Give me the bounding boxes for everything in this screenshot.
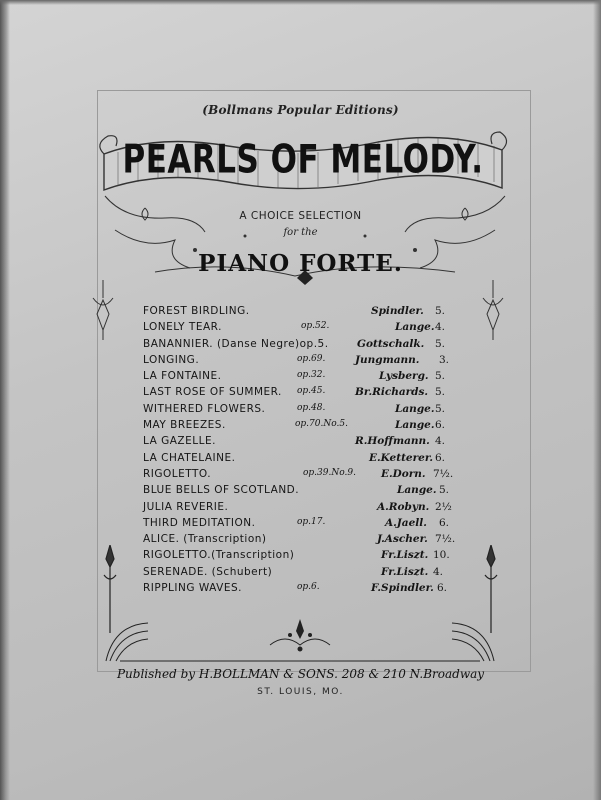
piece-composer: Fr.Liszt. [381, 549, 429, 562]
list-item [143, 354, 463, 370]
piece-title: RIGOLETTO.(Transcription) [143, 549, 295, 562]
piece-composer: F.Spindler. [371, 582, 434, 595]
piece-title: RIPPLING WAVES. [143, 582, 242, 595]
piece-price: 4. [433, 565, 444, 578]
list-item [143, 549, 463, 565]
piece-composer: Lange. [395, 419, 435, 432]
instrument-heading: PIANO FORTE. [198, 250, 403, 277]
piece-composer: E.Ketterer. [369, 451, 434, 464]
list-item [143, 582, 463, 598]
piece-price: 6. [439, 516, 450, 529]
piece-title: SERENADE. (Schubert) [143, 565, 273, 578]
piece-title: MAY BREEZES. [143, 419, 226, 432]
piece-composer: Jungmann. [355, 353, 420, 366]
piece-price: 3. [439, 353, 450, 366]
piece-price: 4. [435, 435, 446, 448]
piece-list [143, 305, 463, 598]
piece-price: 7½. [433, 467, 454, 480]
list-item [143, 386, 463, 402]
list-item [143, 403, 463, 419]
subtitle-text: A CHOICE SELECTION [239, 210, 362, 222]
list-item [143, 484, 463, 500]
piece-title: LA GAZELLE. [143, 435, 216, 448]
piece-title: ALICE. (Transcription) [143, 533, 267, 546]
piece-composer: Lange. [395, 321, 435, 334]
piece-composer: Lange. [395, 402, 435, 415]
piece-title: BLUE BELLS OF SCOTLAND. [143, 484, 300, 497]
right-pendant-ornament-icon [478, 280, 508, 340]
piece-price: 6. [435, 419, 446, 432]
left-pendant-ornament-icon [88, 280, 118, 340]
list-item [143, 305, 463, 321]
piece-opus: op.17. [297, 516, 326, 527]
piece-opus: op.52. [301, 321, 330, 332]
publisher-line: Published by H.BOLLMAN & SONS. 208 & 210 N.Broadway [116, 667, 485, 681]
piece-price: 5. [435, 370, 446, 383]
piece-price: 2½ [435, 500, 452, 513]
piece-opus: op.70.No.5. [295, 419, 348, 430]
list-item [143, 435, 463, 451]
piece-composer: A.Jaell. [385, 516, 427, 529]
piece-price: 7½. [435, 533, 456, 546]
for-the-text: for the [283, 227, 318, 238]
piece-title: BANANNIER. (Danse Negre)op.5. [143, 337, 329, 350]
piece-composer: Spindler. [371, 305, 424, 317]
piece-price: 6. [437, 582, 448, 595]
piece-price: 5. [435, 305, 446, 317]
piece-title: WITHERED FLOWERS. [143, 402, 266, 415]
piece-composer: Lange. [397, 484, 437, 497]
list-item [143, 533, 463, 549]
piece-title: LA CHATELAINE. [143, 451, 236, 464]
title-text: PEARLS OF MELODY. [122, 137, 484, 183]
piece-price: 5. [435, 386, 446, 399]
list-item [143, 468, 463, 484]
address-line: ST. LOUIS, MO. [257, 687, 344, 697]
piece-composer: Br.Richards. [355, 386, 429, 399]
list-item [143, 338, 463, 354]
piece-composer: J.Ascher. [377, 533, 428, 546]
piece-opus: op.45. [297, 386, 326, 397]
piece-title: LONGING. [143, 353, 200, 366]
piece-composer: Fr.Liszt. [381, 565, 429, 578]
top-edge-shadow [0, 0, 601, 5]
piece-opus: op.48. [297, 402, 326, 413]
piece-title: FOREST BIRDLING. [143, 305, 250, 317]
list-item [143, 370, 463, 386]
list-item [143, 501, 463, 517]
piece-price: 10. [433, 549, 450, 562]
piece-opus: op.32. [297, 370, 326, 381]
list-item [143, 517, 463, 533]
piece-composer: R.Hoffmann. [355, 435, 430, 448]
piece-price: 5. [435, 337, 446, 350]
piece-opus: op.39.No.9. [303, 467, 356, 478]
piece-price: 5. [435, 402, 446, 415]
list-item [143, 321, 463, 337]
piece-composer: A.Robyn. [377, 500, 430, 513]
edition-label: (Bollmans Popular Editions) [202, 103, 399, 117]
piece-price: 5. [439, 484, 450, 497]
piece-price: 4. [435, 321, 446, 334]
piece-title: JULIA REVERIE. [143, 500, 229, 513]
piece-composer: Lysberg. [379, 370, 429, 383]
piece-composer: E.Dorn. [381, 467, 426, 480]
list-item [143, 452, 463, 468]
piece-price: 6. [435, 451, 446, 464]
bottom-fan-ornament-icon [100, 605, 500, 663]
piece-composer: Gottschalk. [357, 337, 425, 350]
piece-title: RIGOLETTO. [143, 467, 212, 480]
piece-opus: op.69. [297, 353, 326, 364]
piece-title: LAST ROSE OF SUMMER. [143, 386, 282, 399]
piece-title: THIRD MEDITATION. [143, 516, 256, 529]
piece-opus: op.6. [297, 582, 320, 593]
piece-title: LA FONTAINE. [143, 370, 222, 383]
piece-title: LONELY TEAR. [143, 321, 222, 334]
list-item [143, 419, 463, 435]
list-item [143, 566, 463, 582]
